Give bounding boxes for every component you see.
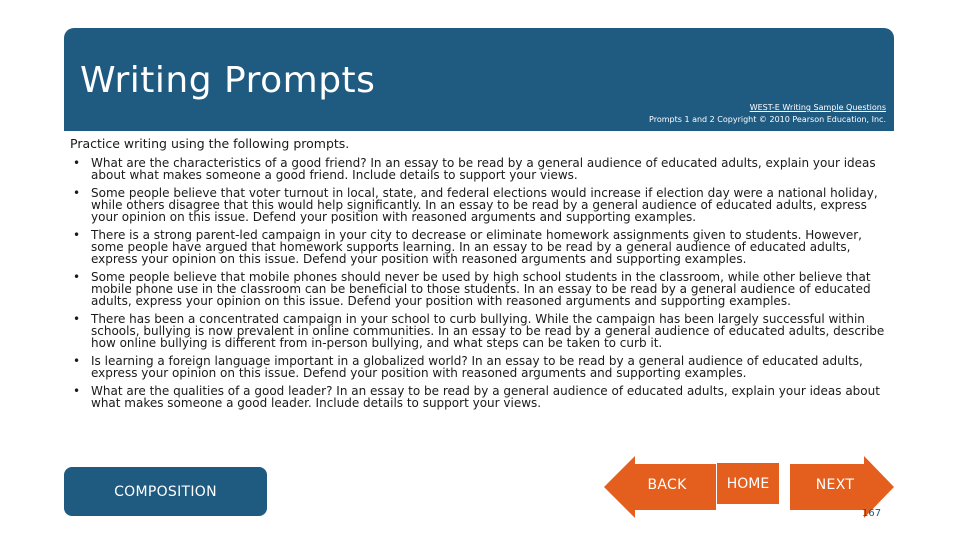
slide-title: Writing Prompts — [80, 60, 376, 101]
slide-header — [64, 28, 894, 131]
prompt-text: What are the characteristics of a good friend? In an essay to be read by a general audience of educated adults, explain your ideas about what makes someone a good friend. Include details to support your views. — [91, 156, 876, 182]
prompt-text: Is learning a foreign language important in a globalized world? In an essay to be read by a general audience of educated adults, express your opinion on this issue. Defend your position with reasoned arguments and supporting examples. — [91, 354, 863, 380]
bullet-icon: • — [73, 270, 81, 284]
list-item — [70, 385, 896, 409]
prompt-text: What are the qualities of a good leader? In an essay to be read by a general audience of educated adults, explain your ideas about what makes someone a good leader. Include details to support your views. — [91, 384, 880, 410]
prompt-text: Some people believe that voter turnout in local, state, and federal elections would increase if election day were a national holiday, while others disagree that this would help significantly. In an essay to be read by a general audience of educated adults, express your opinion on this issue. Defend your position with reasoned arguments and supporting examples. — [91, 186, 878, 224]
next-label: NEXT — [815, 477, 855, 493]
home-button[interactable] — [717, 463, 779, 504]
composition-button[interactable] — [64, 467, 267, 516]
list-item — [70, 313, 896, 349]
credit-text: Prompts 1 and 2 Copyright © 2010 Pearson Education, Inc. — [649, 115, 886, 124]
back-label: BACK — [647, 477, 687, 493]
list-item — [70, 355, 896, 379]
intro-text: Practice writing using the following prompts. — [70, 136, 350, 151]
bullet-icon: • — [73, 228, 81, 242]
bullet-icon: • — [73, 354, 81, 368]
bullet-icon: • — [73, 384, 81, 398]
prompt-text: There is a strong parent-led campaign in your city to decrease or eliminate homework assignments given to students. However, some people have argued that homework supports learning. In an essay to be read by a general audience of educated adults, express your opinion on this issue. Defend your position with reasoned arguments and supporting examples. — [91, 228, 862, 266]
credit-link[interactable]: WEST-E Writing Sample Questions — [749, 103, 886, 112]
list-item — [70, 187, 896, 223]
list-item — [70, 229, 896, 265]
home-label: HOME — [726, 475, 770, 492]
prompt-text: Some people believe that mobile phones should never be used by high school students in the classroom, while other believe that mobile phone use in the classroom can be beneficial to those students. In an essay to be read by a general audience of educated adults, express your opinion on this issue. Defend your position with reasoned arguments and supporting examples. — [91, 270, 871, 308]
list-item — [70, 271, 896, 307]
copyright-credit — [649, 102, 886, 126]
prompt-list — [70, 157, 896, 409]
list-item — [70, 157, 896, 181]
bullet-icon: • — [73, 156, 81, 170]
back-button[interactable] — [604, 456, 716, 518]
page-number: 167 — [862, 508, 882, 519]
bullet-icon: • — [73, 186, 81, 200]
composition-label: COMPOSITION — [114, 483, 217, 500]
slide-content — [70, 138, 896, 415]
prompt-text: There has been a concentrated campaign in your school to curb bullying. While the campaign has been largely successful within schools, bullying is now prevalent in online communities. In an essay to be read by a general audience of educated adults, describe how online bullying is different from in-person bullying, and what steps can be taken to curb it. — [91, 312, 885, 350]
bullet-icon: • — [73, 312, 81, 326]
